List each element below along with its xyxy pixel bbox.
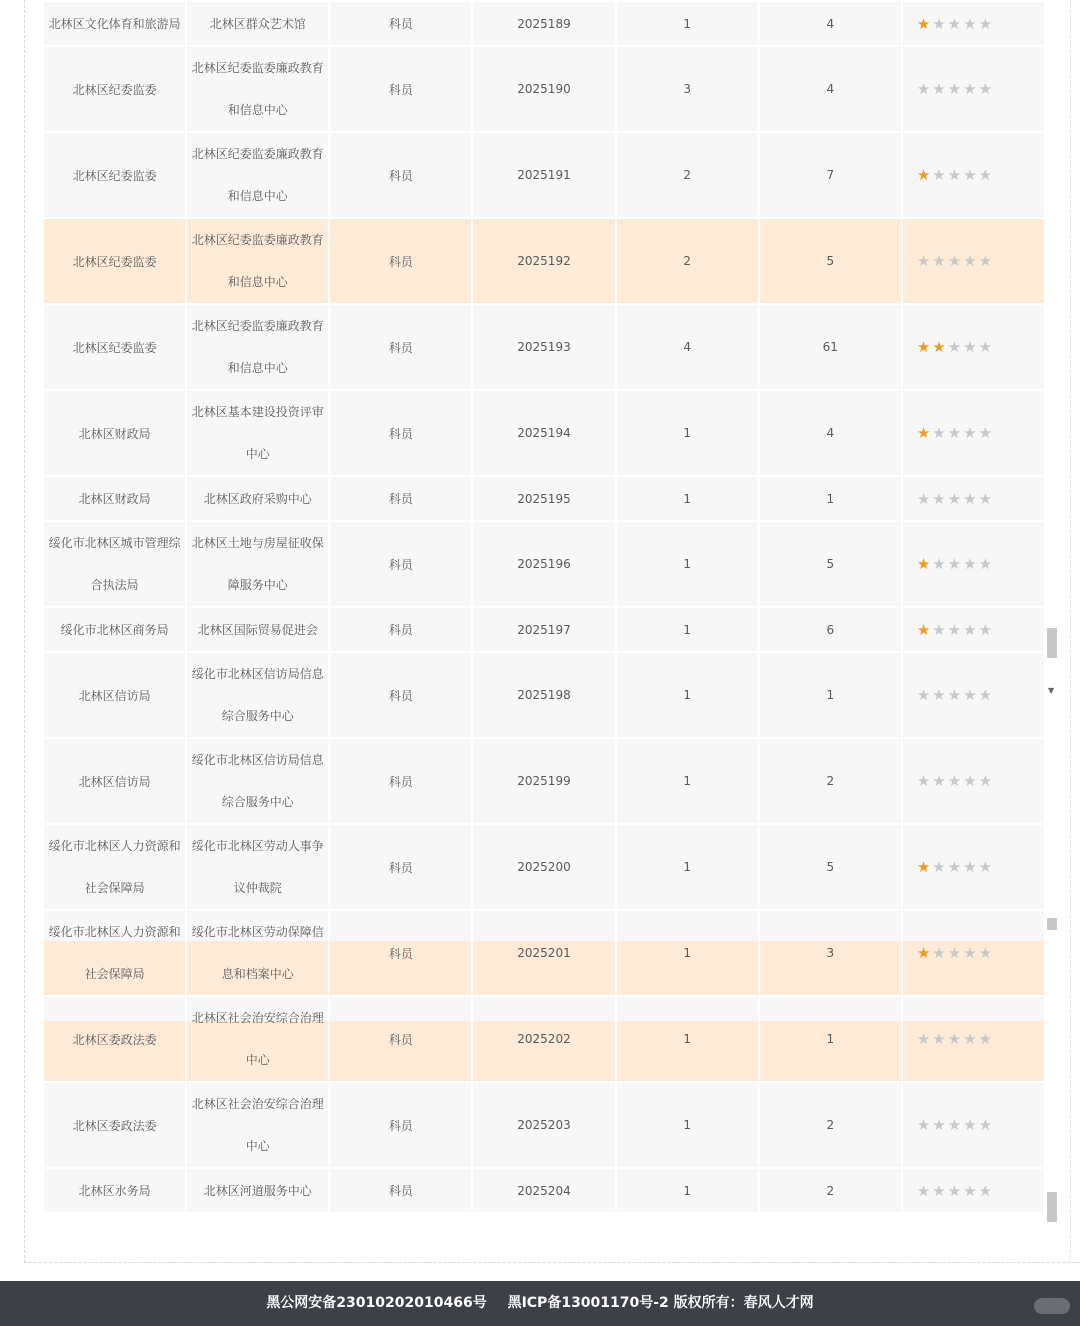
applicants-cell: 7 (760, 133, 901, 217)
unit-cell-line-1: 北林区社会治安综合治理 (191, 1097, 324, 1111)
code-cell: 2025201 (473, 911, 614, 995)
plan-cell: 1 (617, 1169, 758, 1212)
rating-cell (903, 997, 1044, 1081)
applicants-cell: 1 (760, 997, 901, 1081)
dept-cell-line-1: 绥化市北林区人力资源和 (48, 839, 181, 853)
star-icon: ★ (916, 252, 933, 270)
unit-cell (187, 522, 328, 606)
table-row[interactable] (44, 997, 1044, 1081)
plan-cell: 1 (617, 1083, 758, 1167)
position-cell: 科员 (330, 219, 471, 303)
code-cell: 2025199 (473, 739, 614, 823)
star-icon: ★ (916, 944, 933, 962)
unit-cell-line-1: 北林区社会治安综合治理 (191, 1011, 324, 1025)
positions-table-wrap (44, 0, 1044, 1214)
applicants-cell: 2 (760, 739, 901, 823)
unit-cell: 北林区国际贸易促进会 (187, 608, 328, 651)
star-icon: ★ (947, 858, 964, 876)
star-icon: ★ (932, 772, 948, 790)
star-icon: ★ (963, 80, 979, 98)
unit-cell-line-2: 息和档案中心 (221, 967, 294, 981)
applicants-cell: 4 (760, 2, 901, 45)
position-cell: 科员 (330, 477, 471, 520)
applicants-cell: 3 (760, 911, 901, 995)
star-icon: ★ (916, 686, 933, 704)
scrollbar-track[interactable] (1046, 0, 1058, 1236)
star-icon: ★ (978, 1030, 995, 1048)
applicants-cell: 2 (760, 1083, 901, 1167)
star-icon: ★ (963, 14, 979, 33)
plan-cell: 1 (617, 739, 758, 823)
star-icon: ★ (916, 166, 933, 184)
rating-cell (903, 2, 1044, 45)
plan-cell: 2 (617, 219, 758, 303)
rating-cell (903, 739, 1044, 823)
star-icon: ★ (963, 424, 979, 442)
star-icon: ★ (932, 944, 948, 962)
position-cell: 科员 (330, 997, 471, 1081)
plan-cell: 1 (617, 477, 758, 520)
position-cell: 科员 (330, 739, 471, 823)
star-icon: ★ (978, 489, 995, 508)
position-cell: 科员 (330, 47, 471, 131)
star-icon: ★ (916, 858, 933, 876)
unit-cell-line-1: 绥化市北林区劳动人事争 (191, 839, 324, 853)
star-icon: ★ (932, 14, 948, 33)
dept-cell: 北林区纪委监委 (44, 47, 185, 131)
star-icon: ★ (978, 1116, 995, 1134)
star-icon: ★ (932, 80, 948, 98)
star-icon: ★ (978, 166, 995, 184)
star-icon: ★ (978, 555, 995, 573)
table-row[interactable] (44, 1083, 1044, 1167)
star-icon: ★ (963, 858, 979, 876)
unit-cell-line-2: 和信息中心 (227, 189, 288, 203)
dept-cell: 北林区信访局 (44, 739, 185, 823)
position-cell: 科员 (330, 608, 471, 651)
code-cell: 2025195 (473, 477, 614, 520)
unit-cell-line-2: 和信息中心 (227, 361, 288, 375)
star-icon: ★ (963, 489, 979, 508)
dept-cell-line-1: 绥化市北林区人力资源和 (48, 925, 181, 939)
dept-cell-line-2: 社会保障局 (84, 967, 145, 981)
plan-cell: 1 (617, 608, 758, 651)
unit-cell: 北林区群众艺术馆 (187, 2, 328, 45)
plan-cell: 3 (617, 47, 758, 131)
star-icon: ★ (947, 1030, 964, 1048)
unit-cell-line-1: 北林区纪委监委廉政教育 (191, 61, 324, 75)
dept-cell: 北林区水务局 (44, 1169, 185, 1212)
unit-cell-line-1: 北林区纪委监委廉政教育 (191, 233, 324, 247)
code-cell: 2025200 (473, 825, 614, 909)
rating-cell (903, 825, 1044, 909)
code-cell: 2025196 (473, 522, 614, 606)
positions-table-body (44, 2, 1044, 1212)
star-icon: ★ (947, 686, 964, 704)
star-icon: ★ (947, 14, 964, 33)
table-row[interactable] (44, 522, 1044, 606)
star-icon: ★ (978, 338, 995, 356)
unit-cell (187, 305, 328, 389)
star-icon: ★ (978, 14, 995, 33)
star-icon: ★ (978, 252, 995, 270)
star-icon: ★ (978, 620, 995, 639)
table-row[interactable] (44, 219, 1044, 303)
star-icon: ★ (963, 338, 979, 356)
star-icon: ★ (932, 489, 948, 508)
unit-cell (187, 219, 328, 303)
star-icon: ★ (932, 338, 948, 356)
unit-cell-line-2: 和信息中心 (227, 275, 288, 289)
table-row[interactable] (44, 911, 1044, 995)
dept-cell: 绥化市北林区商务局 (44, 608, 185, 651)
rating-cell (903, 47, 1044, 131)
code-cell: 2025197 (473, 608, 614, 651)
star-icon: ★ (963, 555, 979, 573)
star-icon: ★ (916, 14, 933, 33)
star-icon: ★ (947, 80, 964, 98)
star-icon: ★ (963, 1116, 979, 1134)
rating-cell (903, 477, 1044, 520)
star-icon: ★ (947, 620, 964, 639)
star-icon: ★ (963, 166, 979, 184)
unit-cell (187, 1083, 328, 1167)
unit-cell-line-2: 和信息中心 (227, 103, 288, 117)
scrollbar-thumb[interactable] (1047, 628, 1057, 658)
position-cell: 科员 (330, 305, 471, 389)
position-cell: 科员 (330, 391, 471, 475)
rating-cell (903, 522, 1044, 606)
unit-cell (187, 739, 328, 823)
rating-cell (903, 305, 1044, 389)
code-cell: 2025189 (473, 2, 614, 45)
unit-cell-line-2: 障服务中心 (227, 578, 288, 592)
applicants-cell: 4 (760, 391, 901, 475)
table-row[interactable] (44, 1169, 1044, 1212)
position-cell: 科员 (330, 1083, 471, 1167)
star-icon: ★ (963, 686, 979, 704)
positions-table (42, 0, 1046, 1214)
star-icon: ★ (916, 338, 933, 356)
watermark-logo (1034, 1298, 1070, 1314)
table-row[interactable] (44, 825, 1044, 909)
star-icon: ★ (932, 1030, 948, 1048)
star-icon: ★ (947, 424, 964, 442)
unit-cell-line-1: 绥化市北林区劳动保障信 (191, 925, 324, 939)
applicants-cell: 6 (760, 608, 901, 651)
position-cell: 科员 (330, 133, 471, 217)
dept-cell (44, 825, 185, 909)
position-cell: 科员 (330, 522, 471, 606)
star-icon: ★ (916, 620, 933, 639)
unit-cell-line-1: 绥化市北林区信访局信息 (191, 753, 324, 767)
star-icon: ★ (963, 1030, 979, 1048)
plan-cell: 1 (617, 2, 758, 45)
star-icon: ★ (932, 686, 948, 704)
table-row[interactable] (44, 133, 1044, 217)
table-row[interactable] (44, 305, 1044, 389)
star-icon: ★ (916, 1030, 933, 1048)
plan-cell: 1 (617, 391, 758, 475)
unit-cell (187, 391, 328, 475)
page-edge (1070, 0, 1080, 1263)
applicants-cell: 5 (760, 825, 901, 909)
code-cell: 2025202 (473, 997, 614, 1081)
unit-cell-line-2: 中心 (245, 1139, 270, 1153)
plan-cell: 1 (617, 997, 758, 1081)
unit-cell-line-2: 中心 (245, 1053, 270, 1067)
applicants-cell: 4 (760, 47, 901, 131)
plan-cell: 1 (617, 911, 758, 995)
star-icon: ★ (932, 424, 948, 442)
code-cell: 2025194 (473, 391, 614, 475)
applicants-cell: 2 (760, 1169, 901, 1212)
star-icon: ★ (916, 555, 933, 573)
dept-cell: 北林区文化体育和旅游局 (44, 2, 185, 45)
position-cell: 科员 (330, 911, 471, 995)
dept-cell-line-1: 绥化市北林区城市管理综 (48, 536, 181, 550)
code-cell: 2025190 (473, 47, 614, 131)
dept-cell: 北林区纪委监委 (44, 133, 185, 217)
scrollbar-thumb-bottom[interactable] (1047, 1192, 1057, 1222)
star-icon: ★ (947, 166, 964, 184)
dept-cell-line-2: 合执法局 (90, 578, 139, 592)
code-cell: 2025191 (473, 133, 614, 217)
unit-cell (187, 133, 328, 217)
table-row[interactable] (44, 47, 1044, 131)
unit-cell-line-2: 综合服务中心 (221, 795, 294, 809)
dept-cell: 北林区委政法委 (44, 997, 185, 1081)
dept-cell: 北林区纪委监委 (44, 305, 185, 389)
applicants-cell: 5 (760, 522, 901, 606)
code-cell: 2025204 (473, 1169, 614, 1212)
star-icon: ★ (916, 1181, 933, 1200)
plan-cell: 2 (617, 133, 758, 217)
star-icon: ★ (963, 772, 979, 790)
position-cell: 科员 (330, 1169, 471, 1212)
star-icon: ★ (932, 252, 948, 270)
star-icon: ★ (978, 944, 995, 962)
plan-cell: 1 (617, 825, 758, 909)
star-icon: ★ (963, 620, 979, 639)
star-icon: ★ (916, 489, 933, 508)
star-icon: ★ (947, 555, 964, 573)
unit-cell: 北林区河道服务中心 (187, 1169, 328, 1212)
table-row[interactable] (44, 2, 1044, 45)
position-cell: 科员 (330, 825, 471, 909)
star-icon: ★ (978, 424, 995, 442)
star-icon: ★ (963, 1181, 979, 1200)
star-icon: ★ (916, 1116, 933, 1134)
star-icon: ★ (947, 338, 964, 356)
applicants-cell: 5 (760, 219, 901, 303)
star-icon: ★ (932, 620, 948, 639)
star-icon: ★ (947, 772, 964, 790)
star-icon: ★ (947, 489, 964, 508)
star-icon: ★ (947, 1181, 964, 1200)
site-footer (0, 1281, 1080, 1326)
unit-cell: 北林区政府采购中心 (187, 477, 328, 520)
star-icon: ★ (978, 686, 995, 704)
dept-cell (44, 911, 185, 995)
star-icon: ★ (978, 80, 995, 98)
star-icon: ★ (932, 555, 948, 573)
dept-cell (44, 522, 185, 606)
unit-cell (187, 47, 328, 131)
star-icon: ★ (963, 252, 979, 270)
rating-cell (903, 133, 1044, 217)
star-icon: ★ (978, 772, 995, 790)
star-icon: ★ (978, 1181, 995, 1200)
dept-cell-line-2: 社会保障局 (84, 881, 145, 895)
rating-cell (903, 391, 1044, 475)
unit-cell-line-1: 绥化市北林区信访局信息 (191, 667, 324, 681)
unit-cell-line-2: 议仲裁院 (233, 881, 282, 895)
star-icon: ★ (916, 772, 933, 790)
table-row[interactable] (44, 653, 1044, 737)
star-icon: ★ (947, 944, 964, 962)
unit-cell (187, 653, 328, 737)
star-icon: ★ (916, 424, 933, 442)
table-row[interactable] (44, 477, 1044, 520)
star-icon: ★ (932, 1181, 948, 1200)
applicants-cell: 1 (760, 653, 901, 737)
code-cell: 2025193 (473, 305, 614, 389)
unit-cell-line-1: 北林区纪委监委廉政教育 (191, 147, 324, 161)
unit-cell-line-2: 综合服务中心 (221, 709, 294, 723)
star-icon: ★ (932, 166, 948, 184)
dept-cell: 北林区信访局 (44, 653, 185, 737)
unit-cell-line-2: 中心 (245, 447, 270, 461)
code-cell: 2025192 (473, 219, 614, 303)
star-icon: ★ (947, 1116, 964, 1134)
star-icon: ★ (947, 252, 964, 270)
star-icon: ★ (963, 944, 979, 962)
star-icon: ★ (932, 858, 948, 876)
position-cell: 科员 (330, 2, 471, 45)
applicants-cell: 61 (760, 305, 901, 389)
table-row[interactable] (44, 608, 1044, 651)
star-icon: ★ (932, 1116, 948, 1134)
unit-cell-line-1: 北林区土地与房屋征收保 (191, 536, 324, 550)
rating-cell (903, 911, 1044, 995)
plan-cell: 4 (617, 305, 758, 389)
star-icon: ★ (916, 80, 933, 98)
icp-copyright-text: 黑ICP备13001170号-2 版权所有：春风人才网 (507, 1295, 814, 1311)
dept-cell: 北林区委政法委 (44, 1083, 185, 1167)
dept-cell: 北林区财政局 (44, 477, 185, 520)
star-icon: ★ (978, 858, 995, 876)
unit-cell (187, 911, 328, 995)
unit-cell-line-1: 北林区纪委监委廉政教育 (191, 319, 324, 333)
scrollbar-thumb-secondary[interactable] (1047, 918, 1057, 930)
table-row[interactable] (44, 391, 1044, 475)
plan-cell: 1 (617, 653, 758, 737)
dept-cell: 北林区财政局 (44, 391, 185, 475)
rating-cell (903, 653, 1044, 737)
unit-cell-line-1: 北林区基本建设投资评审 (191, 405, 324, 419)
dept-cell: 北林区纪委监委 (44, 219, 185, 303)
rating-cell (903, 1083, 1044, 1167)
unit-cell (187, 997, 328, 1081)
unit-cell (187, 825, 328, 909)
scroll-down-arrow-icon[interactable]: ▼ (1048, 686, 1055, 695)
rating-cell (903, 608, 1044, 651)
applicants-cell: 1 (760, 477, 901, 520)
position-cell: 科员 (330, 653, 471, 737)
table-row[interactable] (44, 739, 1044, 823)
code-cell: 2025203 (473, 1083, 614, 1167)
code-cell: 2025198 (473, 653, 614, 737)
rating-cell (903, 219, 1044, 303)
rating-cell (903, 1169, 1044, 1212)
plan-cell: 1 (617, 522, 758, 606)
police-record-text: 黑公网安备23010202010466号 (266, 1295, 487, 1311)
